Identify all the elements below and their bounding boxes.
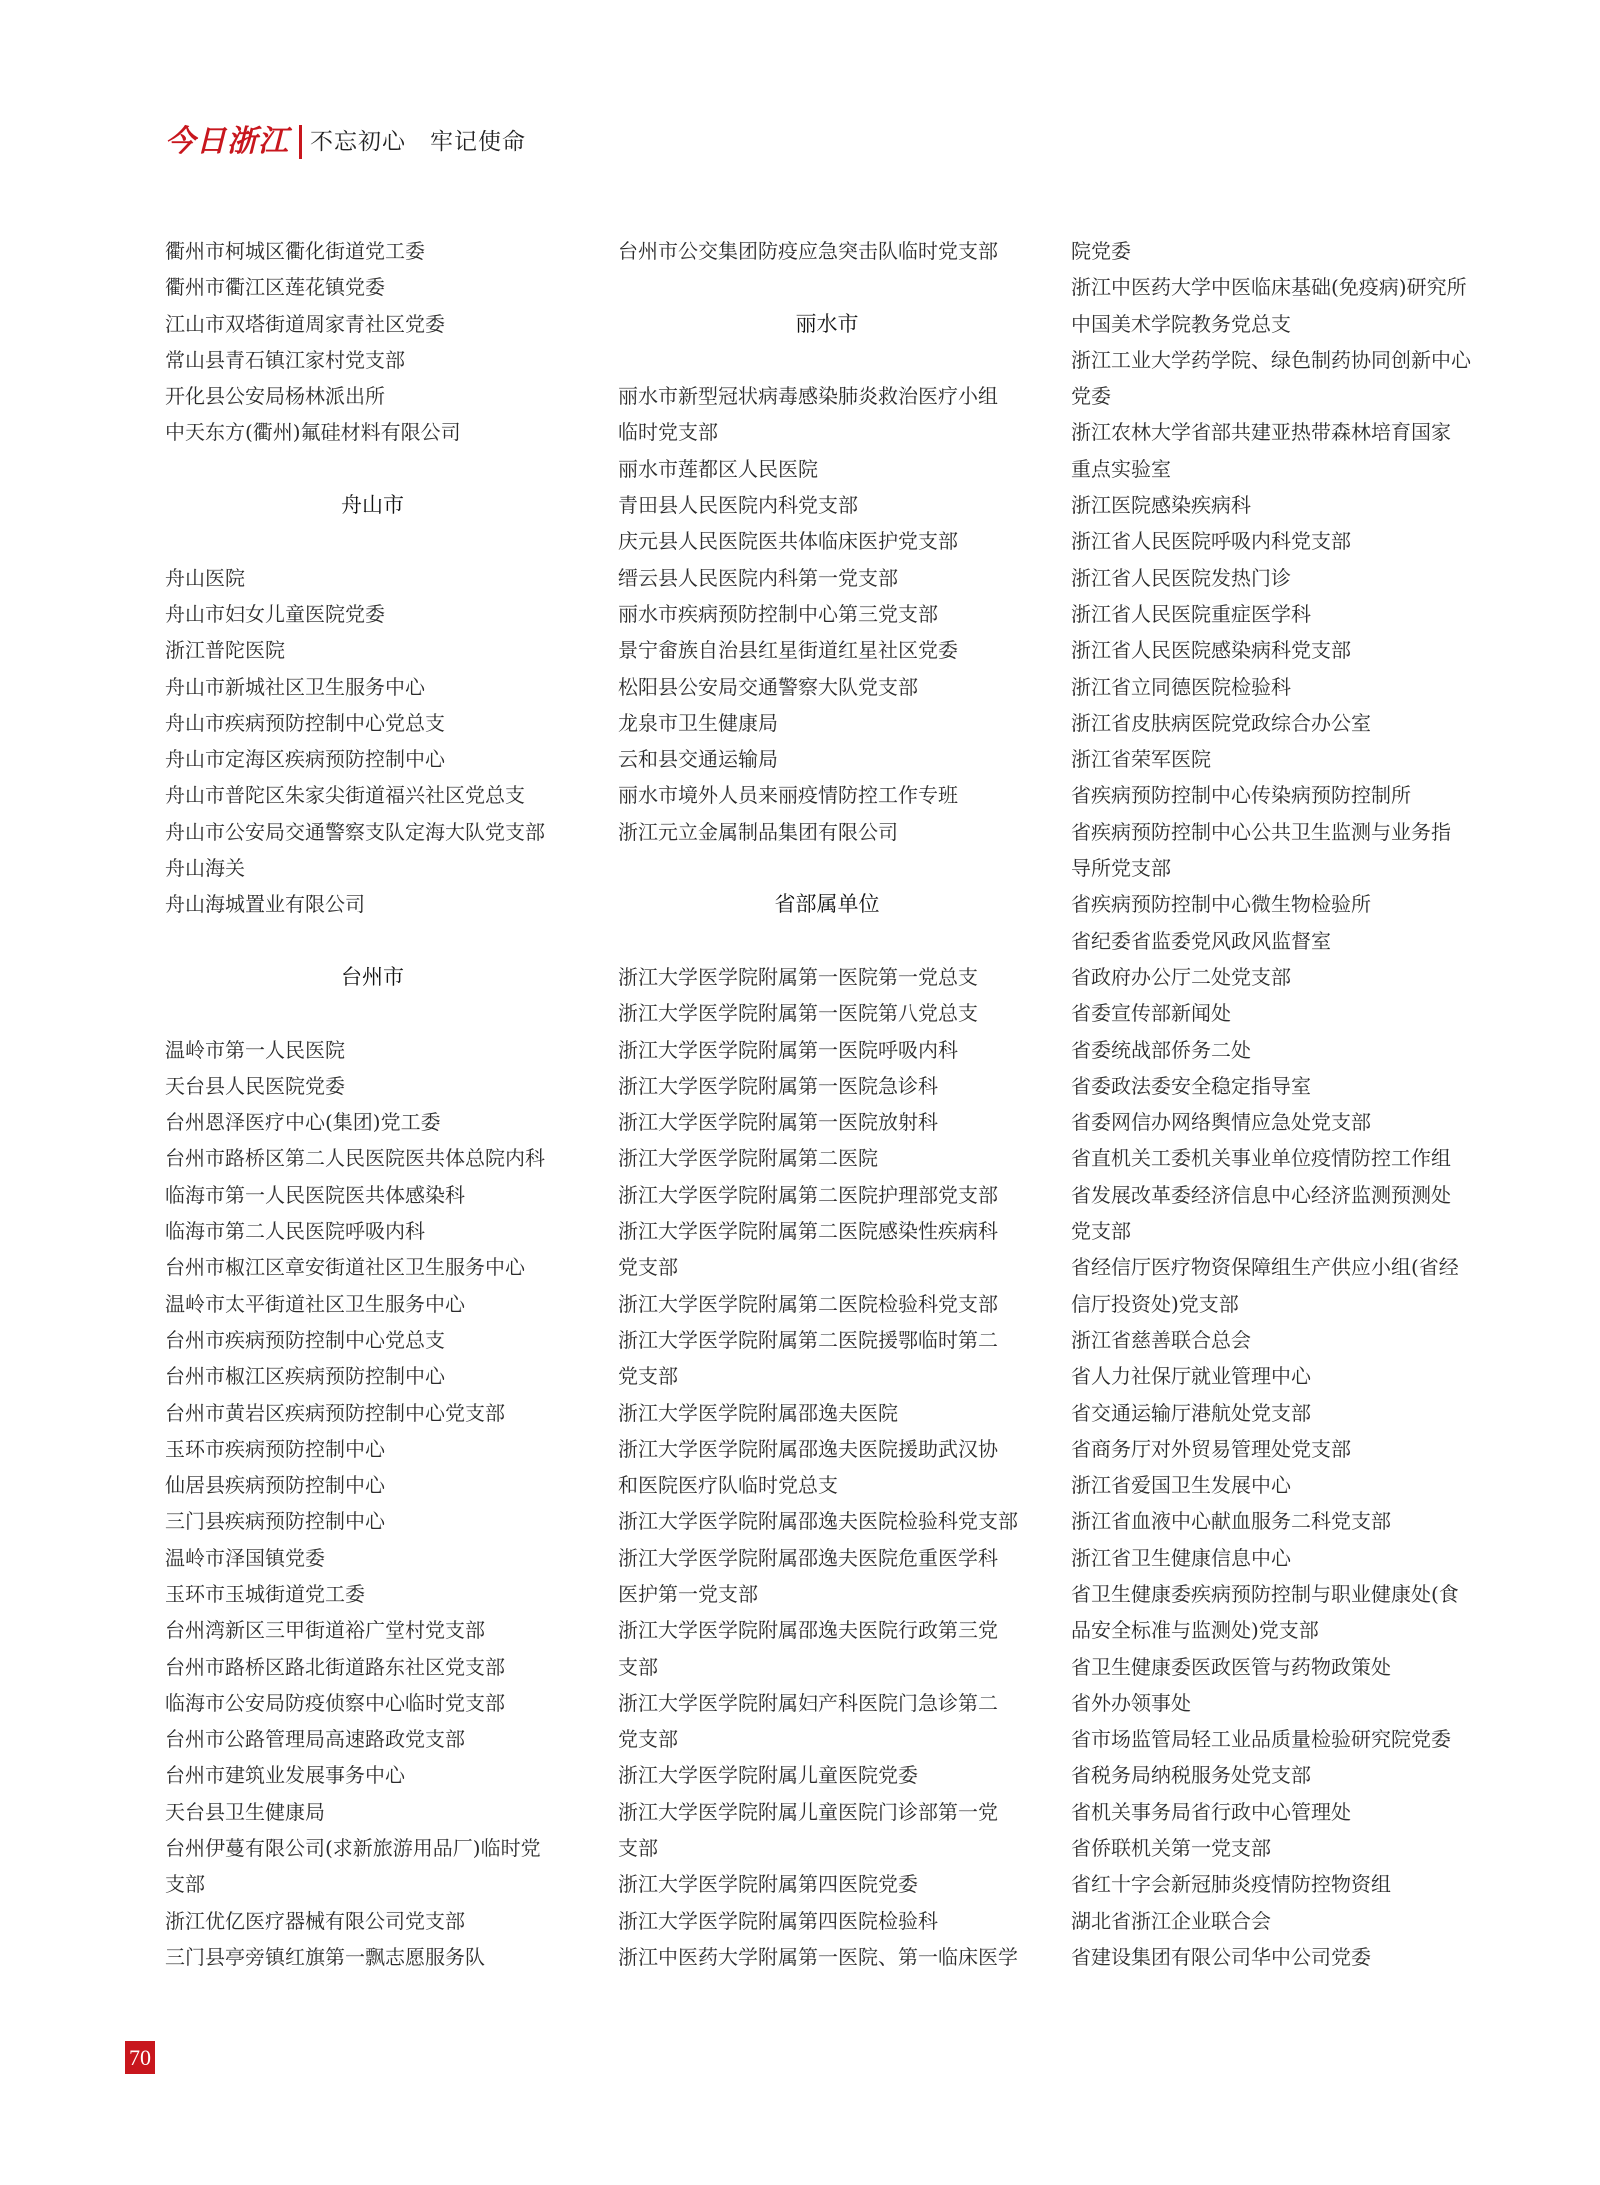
list-item: 浙江农林大学省部共建亚热带森林培育国家 <box>1071 420 1451 445</box>
list-item: 庆元县人民医院医共体临床医护党支部 <box>618 529 958 554</box>
header-divider <box>299 125 302 159</box>
list-item: 舟山市普陀区朱家尖街道福兴社区党总支 <box>165 783 525 808</box>
list-item: 省市场监管局轻工业品质量检验研究院党委 <box>1071 1727 1451 1752</box>
list-item: 省政府办公厅二处党支部 <box>1071 964 1291 989</box>
list-item: 信厅投资处)党支部 <box>1071 1291 1239 1316</box>
magazine-logo: 今日浙江 <box>165 124 289 159</box>
list-item: 浙江省立同德医院检验科 <box>1071 674 1291 699</box>
list-item: 浙江大学医学院附属邵逸夫医院危重医学科 <box>618 1545 998 1570</box>
list-item: 临海市公安局防疫侦察中心临时党支部 <box>165 1690 505 1715</box>
list-item: 舟山市公安局交通警察支队定海大队党支部 <box>165 819 545 844</box>
region-heading: 台州市 <box>341 964 404 989</box>
list-item: 党支部 <box>618 1727 678 1752</box>
list-item: 党支部 <box>618 1364 678 1389</box>
list-item: 省疾病预防控制中心公共卫生监测与业务指 <box>1071 819 1451 844</box>
page-number: 70 <box>125 2041 155 2074</box>
region-heading: 舟山市 <box>341 493 404 518</box>
list-item: 青田县人民医院内科党支部 <box>618 493 858 518</box>
list-item: 支部 <box>618 1654 658 1679</box>
list-item: 省经信厅医疗物资保障组生产供应小组(省经 <box>1071 1255 1459 1280</box>
list-item: 三门县疾病预防控制中心 <box>165 1509 385 1534</box>
list-item: 台州市公交集团防疫应急突击队临时党支部 <box>618 239 998 263</box>
list-item: 省疾病预防控制中心微生物检验所 <box>1071 892 1371 917</box>
list-item: 舟山海城置业有限公司 <box>165 892 365 917</box>
list-item: 常山县青石镇江家村党支部 <box>165 347 405 372</box>
list-item: 浙江大学医学院附属第二医院 <box>618 1146 878 1171</box>
list-item: 龙泉市卫生健康局 <box>618 710 778 735</box>
list-item: 台州市黄岩区疾病预防控制中心党支部 <box>165 1400 505 1425</box>
list-item: 浙江省人民医院发热门诊 <box>1071 565 1291 590</box>
list-item: 省税务局纳税服务处党支部 <box>1071 1763 1311 1788</box>
list-item: 松阳县公安局交通警察大队党支部 <box>618 674 918 699</box>
list-item: 三门县亭旁镇红旗第一飘志愿服务队 <box>165 1944 485 1969</box>
list-item: 党委 <box>1071 384 1111 409</box>
list-item: 台州湾新区三甲街道裕广堂村党支部 <box>165 1618 485 1643</box>
list-item: 品安全标准与监测处)党支部 <box>1071 1618 1319 1643</box>
list-item: 浙江大学医学院附属第一医院第一党总支 <box>618 964 978 989</box>
list-item: 台州恩泽医疗中心(集团)党工委 <box>165 1110 441 1135</box>
list-item: 浙江大学医学院附属邵逸夫医院援助武汉协 <box>618 1436 998 1461</box>
list-item: 省发展改革委经济信息中心经济监测预测处 <box>1071 1182 1451 1207</box>
list-item: 云和县交通运输局 <box>618 747 778 772</box>
list-item: 浙江元立金属制品集团有限公司 <box>618 819 898 844</box>
list-item: 浙江省爱国卫生发展中心 <box>1071 1473 1291 1498</box>
list-item: 支部 <box>165 1872 205 1897</box>
list-item: 浙江大学医学院附属第二医院护理部党支部 <box>618 1182 998 1207</box>
list-item: 重点实验室 <box>1071 456 1171 481</box>
list-item: 中国美术学院教务党总支 <box>1071 311 1291 336</box>
list-item: 党支部 <box>1071 1219 1131 1244</box>
list-item: 台州市椒江区章安街道社区卫生服务中心 <box>165 1255 525 1280</box>
list-item: 舟山海关 <box>165 856 245 881</box>
list-item: 浙江大学医学院附属儿童医院党委 <box>618 1763 918 1788</box>
list-item: 浙江大学医学院附属第一医院放射科 <box>618 1110 938 1135</box>
list-item: 台州市公路管理局高速路政党支部 <box>165 1727 465 1752</box>
list-item: 浙江医院感染疾病科 <box>1071 493 1251 518</box>
list-column-2 <box>618 233 1036 1975</box>
list-item: 浙江大学医学院附属第二医院检验科党支部 <box>618 1291 998 1316</box>
list-item: 玉环市玉城街道党工委 <box>165 1581 365 1606</box>
list-item: 江山市双塔街道周家青社区党委 <box>165 311 445 336</box>
list-item: 导所党支部 <box>1071 856 1171 881</box>
list-item: 临时党支部 <box>618 420 718 445</box>
list-item: 省卫生健康委医政医管与药物政策处 <box>1071 1654 1391 1679</box>
list-item: 舟山市疾病预防控制中心党总支 <box>165 710 445 735</box>
list-item: 浙江大学医学院附属第一医院第八党总支 <box>618 1001 978 1026</box>
list-item: 舟山市妇女儿童医院党委 <box>165 601 385 626</box>
list-item: 浙江大学医学院附属邵逸夫医院 <box>618 1400 898 1425</box>
list-item: 天台县卫生健康局 <box>165 1799 325 1824</box>
list-item: 舟山市定海区疾病预防控制中心 <box>165 747 445 772</box>
list-item: 省建设集团有限公司华中公司党委 <box>1071 1944 1371 1969</box>
list-item: 衢州市衢江区莲花镇党委 <box>165 275 385 300</box>
list-item: 中天东方(衢州)氟硅材料有限公司 <box>165 420 461 445</box>
list-item: 省委统战部侨务二处 <box>1071 1037 1251 1062</box>
list-item: 仙居县疾病预防控制中心 <box>165 1473 385 1498</box>
list-item: 舟山市新城社区卫生服务中心 <box>165 674 425 699</box>
list-item: 浙江省荣军医院 <box>1071 747 1211 772</box>
list-item: 温岭市泽国镇党委 <box>165 1545 325 1570</box>
list-item: 浙江优亿医疗器械有限公司党支部 <box>165 1908 465 1933</box>
list-item: 浙江省人民医院感染病科党支部 <box>1071 638 1351 663</box>
list-item: 开化县公安局杨林派出所 <box>165 384 385 409</box>
list-item: 景宁畲族自治县红星街道红星社区党委 <box>618 638 958 663</box>
list-item: 舟山医院 <box>165 565 245 590</box>
list-item: 省商务厅对外贸易管理处党支部 <box>1071 1436 1351 1461</box>
list-item: 省红十字会新冠肺炎疫情防控物资组 <box>1071 1872 1391 1897</box>
list-item: 浙江省慈善联合总会 <box>1071 1327 1251 1352</box>
page-header <box>165 122 526 162</box>
list-item: 台州市椒江区疾病预防控制中心 <box>165 1364 445 1389</box>
list-item: 浙江省人民医院重症医学科 <box>1071 601 1311 626</box>
list-item: 省委宣传部新闻处 <box>1071 1001 1231 1026</box>
list-item: 省委网信办网络舆情应急处党支部 <box>1071 1110 1371 1135</box>
list-item: 台州市路桥区路北街道路东社区党支部 <box>165 1654 505 1679</box>
list-item: 浙江中医药大学附属第一医院、第一临床医学 <box>618 1944 1018 1969</box>
list-item: 丽水市境外人员来丽疫情防控工作专班 <box>618 783 958 808</box>
list-item: 院党委 <box>1071 239 1131 263</box>
list-item: 台州伊蔓有限公司(求新旅游用品厂)临时党 <box>165 1836 541 1861</box>
list-item: 省委政法委安全稳定指导室 <box>1071 1073 1311 1098</box>
region-heading: 丽水市 <box>795 311 859 336</box>
list-item: 台州市路桥区第二人民医院医共体总院内科 <box>165 1146 545 1171</box>
list-item: 临海市第二人民医院呼吸内科 <box>165 1219 425 1244</box>
list-item: 台州市疾病预防控制中心党总支 <box>165 1327 445 1352</box>
list-item: 支部 <box>618 1836 658 1861</box>
list-item: 省人力社保厅就业管理中心 <box>1071 1364 1311 1389</box>
list-item: 省机关事务局省行政中心管理处 <box>1071 1799 1351 1824</box>
list-column-3 <box>1071 233 1495 1975</box>
list-item: 浙江工业大学药学院、绿色制药协同创新中心 <box>1071 347 1471 372</box>
list-item: 省卫生健康委疾病预防控制与职业健康处(食 <box>1071 1581 1459 1606</box>
list-item: 省疾病预防控制中心传染病预防控制所 <box>1071 783 1411 808</box>
list-item: 缙云县人民医院内科第一党支部 <box>618 565 898 590</box>
list-item: 省外办领事处 <box>1071 1690 1191 1715</box>
list-item: 浙江省皮肤病医院党政综合办公室 <box>1071 710 1371 735</box>
header-slogan: 不忘初心 牢记使命 <box>310 129 526 155</box>
list-item: 台州市建筑业发展事务中心 <box>165 1763 405 1788</box>
list-item: 浙江大学医学院附属第四医院检验科 <box>618 1908 938 1933</box>
list-item: 浙江省人民医院呼吸内科党支部 <box>1071 529 1351 554</box>
list-item: 浙江大学医学院附属邵逸夫医院行政第三党 <box>618 1618 998 1643</box>
list-item: 省直机关工委机关事业单位疫情防控工作组 <box>1071 1146 1451 1171</box>
list-item: 玉环市疾病预防控制中心 <box>165 1436 385 1461</box>
list-item: 温岭市太平街道社区卫生服务中心 <box>165 1291 465 1316</box>
list-item: 临海市第一人民医院医共体感染科 <box>165 1182 465 1207</box>
list-item: 浙江大学医学院附属第二医院援鄂临时第二 <box>618 1327 998 1352</box>
list-item: 丽水市疾病预防控制中心第三党支部 <box>618 601 938 626</box>
list-item: 浙江大学医学院附属第四医院党委 <box>618 1872 918 1897</box>
list-item: 浙江大学医学院附属妇产科医院门急诊第二 <box>618 1690 998 1715</box>
list-item: 浙江大学医学院附属邵逸夫医院检验科党支部 <box>618 1509 1018 1534</box>
list-column-1 <box>165 233 580 1975</box>
list-item: 省侨联机关第一党支部 <box>1071 1836 1271 1861</box>
list-item: 浙江大学医学院附属第一医院呼吸内科 <box>618 1037 958 1062</box>
list-item: 浙江省卫生健康信息中心 <box>1071 1545 1291 1570</box>
list-item: 浙江大学医学院附属第二医院感染性疾病科 <box>618 1219 998 1244</box>
list-item: 浙江省血液中心献血服务二科党支部 <box>1071 1509 1391 1534</box>
list-item: 温岭市第一人民医院 <box>165 1037 345 1062</box>
list-item: 医护第一党支部 <box>618 1581 758 1606</box>
list-item: 浙江大学医学院附属第一医院急诊科 <box>618 1073 938 1098</box>
list-item: 湖北省浙江企业联合会 <box>1071 1908 1271 1933</box>
list-item: 浙江普陀医院 <box>165 638 285 663</box>
list-item: 浙江大学医学院附属儿童医院门诊部第一党 <box>618 1799 998 1824</box>
list-item: 丽水市莲都区人民医院 <box>618 456 818 481</box>
list-item: 省纪委省监委党风政风监督室 <box>1071 928 1331 953</box>
list-item: 丽水市新型冠状病毒感染肺炎救治医疗小组 <box>618 384 998 409</box>
list-item: 衢州市柯城区衢化街道党工委 <box>165 239 425 263</box>
region-heading: 省部属单位 <box>774 892 880 917</box>
list-item: 和医院医疗队临时党总支 <box>618 1473 838 1498</box>
list-item: 省交通运输厅港航处党支部 <box>1071 1400 1311 1425</box>
list-item: 党支部 <box>618 1255 678 1280</box>
list-item: 天台县人民医院党委 <box>165 1073 345 1098</box>
list-item: 浙江中医药大学中医临床基础(免疫病)研究所 <box>1071 275 1467 300</box>
